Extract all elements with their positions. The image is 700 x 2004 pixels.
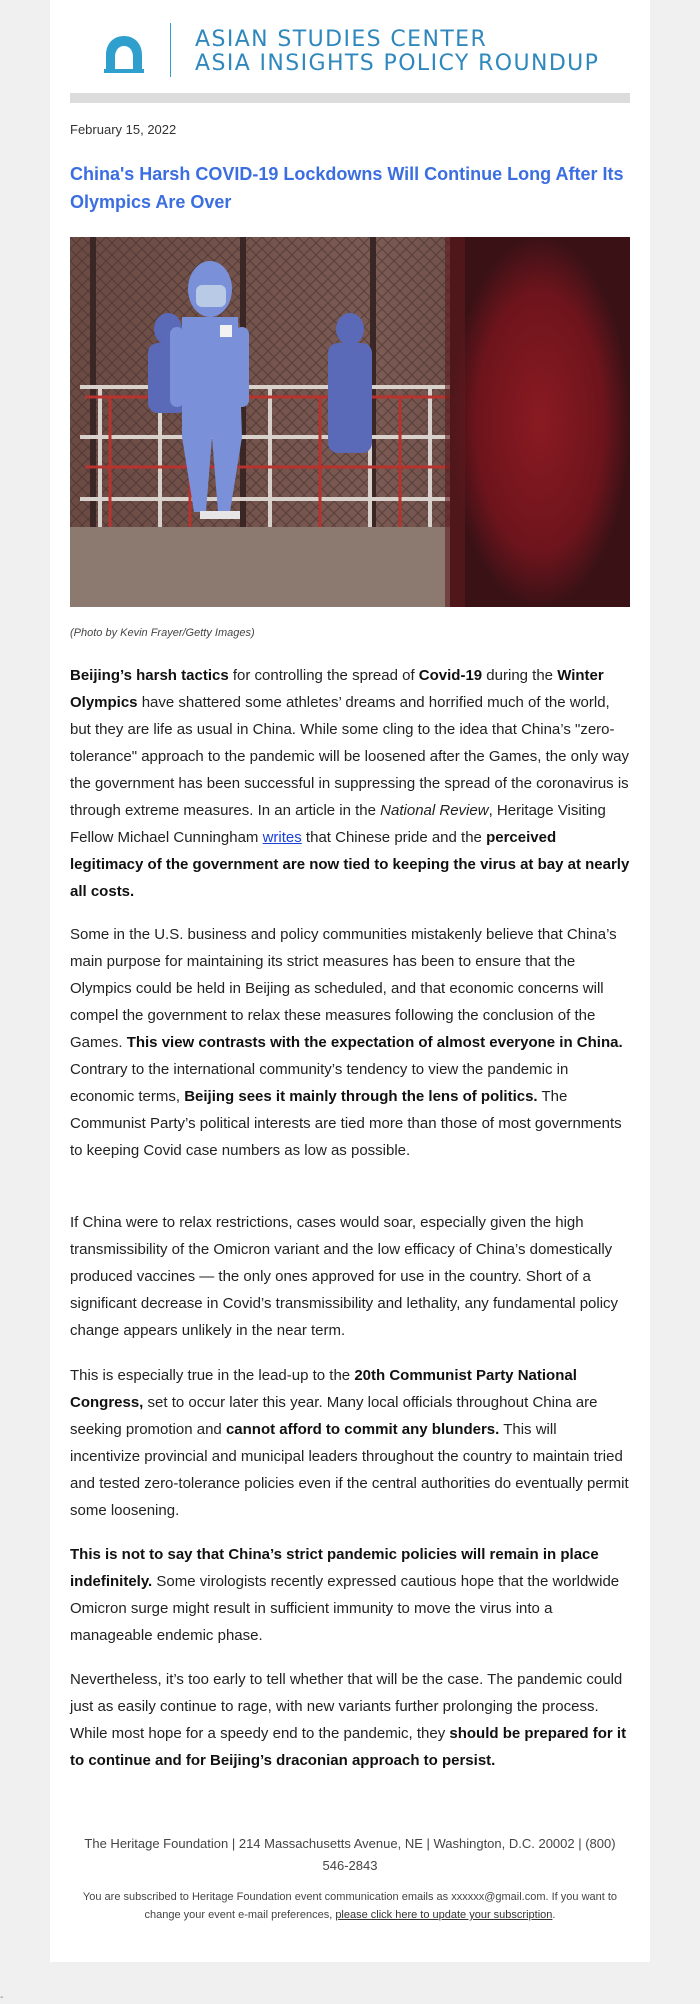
- article-headline[interactable]: China's Harsh COVID-19 Lockdowns Will Continue Long After Its Olympics Are Over: [70, 164, 624, 212]
- body-text: This will incentivize provincial and municipal leaders throughout the country to maintain tried and tested zero-tolerance policies even if the central authorities do eventually permit some loosening.: [70, 1421, 629, 1519]
- bold-text: Beijing sees it mainly through the lens of politics.: [184, 1088, 538, 1105]
- bold-text: Covid-19: [418, 667, 483, 684]
- newsletter-header: [50, 0, 650, 80]
- body-text: have shattered some athletes’ dreams and horrified much of the world, but they are life as usual in China. While some cling to the idea that China’s "zero-tolerance" approach to the pandemic will be loosened after the Games, the only way the government has been successful in suppressing the spread of the coronavirus is through extreme measures. In an article in the: [70, 694, 629, 819]
- newsletter-name: ASIA INSIGHTS POLICY ROUNDUP: [195, 51, 600, 76]
- bold-text: cannot afford to commit any blunders.: [225, 1421, 500, 1438]
- bold-text: Beijing’s harsh tactics: [70, 667, 229, 684]
- body-text: Some in the U.S. business and policy communities mistakenly believe that China’s main purpose for maintaining its strict measures has been to ensure that the Olympics could be held in Beijing as scheduled, and that economic concerns will compel the government to relax these measures following the conclusion of the Games.: [70, 926, 617, 1051]
- bold-text: This view contrasts with the expectation of almost everyone in China.: [126, 1034, 623, 1051]
- article-photo: [70, 237, 630, 607]
- paragraph-4: [70, 1362, 630, 1524]
- bold-text: Winter Olympics: [70, 667, 604, 711]
- body-text: , Heritage Visiting Fellow Michael Cunningham: [70, 802, 606, 846]
- italic-text: National Review: [380, 802, 489, 819]
- header-rule: [70, 93, 630, 103]
- footer-subscription: [70, 1888, 630, 1924]
- body-text: for controlling the spread of: [228, 667, 419, 684]
- bold-text: 20th Communist Party National Congress,: [70, 1367, 577, 1411]
- bold-text: should be prepared for it to continue and for Beijing’s draconian approach to persist.: [70, 1725, 627, 1769]
- bell-icon: [103, 33, 145, 75]
- body-text: If China were to relax restrictions, cases would soar, especially given the high transmissibility of the Omicron variant and the low efficacy of China’s domestically produced vaccines — the only ones approved for use in the country. Short of a significant decrease in Covid’s transmissibility and lethality, any fundamental policy change appears unlikely in the near term.: [70, 1214, 619, 1339]
- logo-divider: [170, 23, 171, 77]
- bold-text: perceived legitimacy of the government are now tied to keeping the virus at bay at nearly all costs.: [70, 829, 630, 900]
- paragraph-2: [70, 921, 630, 1164]
- body-text: during the: [482, 667, 558, 684]
- paragraph-5: [70, 1541, 630, 1649]
- body-text: Nevertheless, it’s too early to tell whether that will be the case. The pandemic could just as easily continue to rage, with new variants further prolonging the process. While most hope for a speedy end to the pandemic, they: [70, 1671, 623, 1742]
- center-name: ASIAN STUDIES CENTER: [195, 27, 488, 52]
- paragraph-1: [70, 662, 630, 905]
- corner-mark: -: [0, 1992, 4, 2003]
- footer-address: The Heritage Foundation | 214 Massachusetts Avenue, NE | Washington, D.C. 20002 | (800) 546-2843: [84, 1836, 616, 1873]
- subscription-text: You are subscribed to Heritage Foundation event communication emails as xxxxxx@gmail.com. If you want to change your event e-mail preferences,: [82, 1891, 618, 1921]
- body-text: This is especially true in the lead-up to the: [70, 1367, 355, 1384]
- subscription-text-end: .: [552, 1909, 556, 1921]
- newsletter-sheet: [50, 0, 650, 1962]
- photo-caption: (Photo by Kevin Frayer/Getty Images): [70, 627, 255, 639]
- writes-link[interactable]: writes: [262, 829, 302, 846]
- paragraph-3: [70, 1209, 630, 1344]
- body-text: The Communist Party’s political interests are tied more than those of most governments to keeping Covid case numbers as low as possible.: [70, 1088, 622, 1159]
- body-text: Contrary to the international community’s tendency to view the pandemic in economic terms,: [70, 1061, 569, 1105]
- body-text: Some virologists recently expressed cautious hope that the worldwide Omicron surge might result in sufficient immunity to move the virus into a manageable endemic phase.: [70, 1573, 620, 1644]
- body-text: that Chinese pride and the: [301, 829, 487, 846]
- publish-date: February 15, 2022: [70, 122, 177, 137]
- body-text: set to occur later this year. Many local officials throughout China are seeking promotion and: [70, 1394, 598, 1438]
- paragraph-6: [70, 1666, 630, 1774]
- bold-text: This is not to say that China’s strict pandemic policies will remain in place indefinitely.: [70, 1546, 599, 1590]
- update-subscription-link[interactable]: please click here to update your subscription: [335, 1909, 553, 1921]
